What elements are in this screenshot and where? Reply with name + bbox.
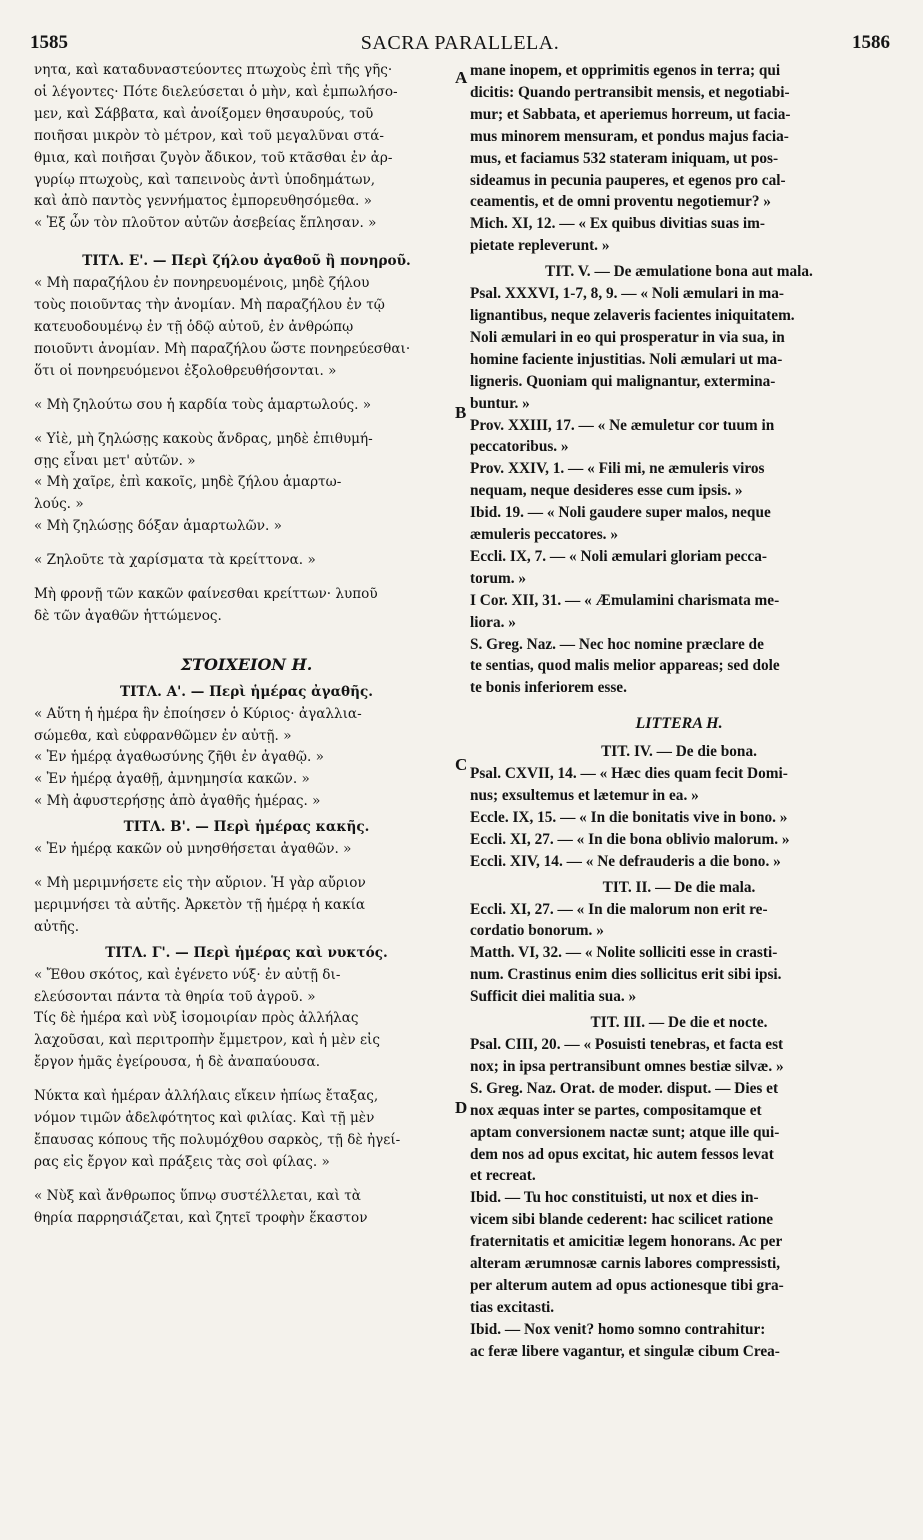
latin-line: Psal. CXVII, 14. — « Hæc dies quam fecit Domi-	[470, 765, 788, 783]
greek-line: μεριμνήσει τὰ αὐτῆς. Ἀρκετὸν τῇ ἡμέρᾳ ἡ κακία	[34, 896, 366, 913]
latin-line: et recreat.	[470, 1167, 536, 1185]
greek-line: θηρία παρρησιάζεται, καὶ ζητεῖ τροφὴν ἕκαστον	[34, 1209, 368, 1226]
greek-line: « Μὴ ζηλώσῃς δόξαν ἁμαρτωλῶν. »	[34, 518, 282, 535]
greek-line: Νύκτα καὶ ἡμέραν ἀλλήλαις εἴκειν ἠπίως ἔταξας,	[34, 1088, 379, 1105]
page-number-left: 1585	[30, 32, 68, 53]
latin-line: Prov. XXIV, 1. — « Fili mi, ne æmuleris viros	[470, 460, 765, 478]
latin-line: S. Greg. Naz. — Nec hoc nomine præclare de	[470, 635, 764, 653]
latin-line: buntur. »	[470, 394, 530, 412]
latin-line: per alterum autem ad opus actionesque tibi gra-	[470, 1276, 784, 1294]
latin-line: peccatoribus. »	[470, 438, 569, 456]
greek-line: ΤΙΤΛ. Β'. — Περὶ ἡμέρας κακῆς.	[123, 819, 370, 836]
running-title: SACRA PARALLELA.	[360, 32, 560, 54]
greek-line: ΣΤΟΙΧΕΙΟΝ Η.	[180, 654, 313, 674]
latin-line: torum. »	[470, 569, 527, 587]
greek-line: καὶ ἀπὸ παντὸς γεννήματος ἐμπορευθησόμεθα. »	[34, 193, 372, 210]
greek-line: ΤΙΤΛ. Α'. — Περὶ ἡμέρας ἀγαθῆς.	[119, 683, 374, 700]
latin-line: dem nos ad opus excitat, hic autem fessos levat	[470, 1145, 774, 1163]
margin-letter-d: D	[455, 1098, 468, 1117]
latin-line: ac feræ libere vagantur, et singulæ cibum Crea-	[470, 1342, 780, 1360]
greek-line: τοὺς ποιοῦντας τὴν ἀνομίαν. Μὴ παραζήλου ἐν τῷ	[34, 297, 385, 314]
greek-line: θμια, καὶ ποιῆσαι ζυγὸν ἄδικον, τοῦ κτᾶσθαι ἐν ἀρ-	[34, 149, 393, 166]
latin-line: Sufficit diei malitia sua. »	[470, 988, 637, 1006]
greek-line: « Ἐν ἡμέρᾳ κακῶν οὐ μνησθήσεται ἀγαθῶν. »	[34, 841, 352, 858]
latin-line: pietate repleverunt. »	[470, 237, 610, 255]
line-gap	[34, 417, 459, 429]
greek-line: ὅτι οἱ πονηρευόμενοι ἐξολοθρευθήσονται. »	[34, 362, 337, 379]
margin-letter-b: B	[455, 403, 467, 422]
latin-line: TIT. V. — De æmulatione bona aut mala.	[545, 263, 813, 281]
latin-line: mus, et faciamus 532 stateram iniquam, ut pos-	[470, 149, 779, 167]
latin-line: Ibid. — Nox venit? homo somno contrahitur:	[470, 1320, 766, 1338]
latin-line: num. Crastinus enim dies sollicitus erit sibi ipsi.	[470, 966, 782, 984]
greek-line: δὲ τῶν ἀγαθῶν ἡττώμενος.	[34, 607, 222, 624]
line-gap	[34, 1074, 459, 1086]
greek-line: ρας εἰς ἔργον καὶ πράξεις τὰς σοὶ φίλας. »	[34, 1153, 330, 1170]
latin-line: Psal. XXXVI, 1-7, 8, 9. — « Noli æmulari in ma-	[470, 285, 785, 303]
latin-line: nus; exsultemus et lætemur in ea. »	[470, 787, 699, 804]
latin-line: te sentias, quod malis melior appareas; sed dole	[470, 657, 780, 675]
latin-line: Eccle. IX, 15. — « In die bonitatis vive in bono. »	[470, 808, 788, 826]
line-gap	[34, 383, 459, 395]
latin-line: LITTERA H.	[635, 715, 723, 733]
latin-line: Eccli. XI, 27. — « In die malorum non erit re-	[470, 900, 768, 918]
latin-line: nox; in ipsa pertransibunt omnes bestiæ silvæ. »	[470, 1057, 784, 1075]
latin-line: TIT. IV. — De die bona.	[601, 743, 757, 761]
greek-line: « Ζηλοῦτε τὰ χαρίσματα τὰ κρείττονα. »	[34, 552, 316, 569]
greek-line: Μὴ φρονῇ τῶν κακῶν φαίνεσθαι κρείττων· λυποῦ	[34, 586, 378, 603]
line-gap	[34, 861, 459, 873]
line-gap	[34, 572, 459, 584]
greek-line: Τίς δὲ ἡμέρα καὶ νὺξ ἰσομοιρίαν πρὸς ἀλλήλας	[34, 1010, 359, 1027]
latin-line: Mich. XI, 12. — « Ex quibus divitias suas im-	[470, 215, 765, 233]
greek-line: ελεύσονται πάντα τὰ θηρία τοῦ ἀγροῦ. »	[34, 988, 316, 1005]
greek-line: σῃς εἶναι μετ' αὐτῶν. »	[34, 452, 196, 469]
greek-line: κατευοδουμένῳ ἐν τῇ ὁδῷ αὐτοῦ, ἐν ἀνθρώπῳ	[34, 318, 354, 335]
greek-line: λούς. »	[34, 496, 84, 513]
greek-line: « Ἔθου σκότος, καὶ ἐγένετο νύξ· ἐν αὐτῇ δι-	[34, 966, 341, 983]
greek-line: « Ἐν ἡμέρᾳ ἀγαθωσύνης ζῆθι ἐν ἀγαθῷ. »	[34, 749, 324, 766]
greek-line: ΤΙΤΛ. Γ'. — Περὶ ἡμέρας καὶ νυκτός.	[105, 944, 388, 961]
latin-line: mane inopem, et opprimitis egenos in terra; qui	[470, 62, 781, 79]
greek-line: νητα, καὶ καταδυναστεύοντες πτωχοὺς ἐπὶ τῆς γῆς·	[34, 62, 393, 78]
greek-line: « Μὴ παραζήλου ἐν πονηρευομένοις, μηδὲ ζήλου	[34, 275, 370, 292]
greek-line: « Μὴ ἀφυστερήσῃς ἀπὸ ἀγαθῆς ἡμέρας. »	[34, 793, 321, 810]
latin-column	[470, 60, 888, 1540]
latin-line: Ibid. 19. — « Noli gaudere super malos, neque	[470, 504, 771, 522]
greek-line: γυρίῳ πτωχοὺς, καὶ ταπεινοὺς ἀντὶ ὑποδημάτων,	[34, 171, 376, 188]
latin-line: Eccli. XIV, 14. — « Ne defrauderis a die bono. »	[470, 852, 781, 870]
greek-line: « Μὴ ζηλούτω σου ἡ καρδία τοὺς ἁμαρτωλούς. »	[34, 396, 372, 413]
latin-line: I Cor. XII, 31. — « Æmulamini charismata me-	[470, 591, 780, 609]
latin-line: ligneris. Quoniam qui malignantur, extermina-	[470, 372, 776, 390]
latin-line: Matth. VI, 32. — « Nolite solliciti esse in crasti-	[470, 944, 778, 962]
line-gap	[34, 235, 459, 247]
greek-line: « Μὴ χαῖρε, ἐπὶ κακοῖς, μηδὲ ζήλου ἁμαρτω-	[34, 474, 342, 491]
greek-line: « Νὺξ καὶ ἄνθρωπος ὕπνῳ συστέλλεται, καὶ τὰ	[34, 1187, 361, 1204]
latin-line: lignantibus, neque zelaveris facientes iniquitatem.	[470, 306, 795, 324]
latin-line: sideamus in pecunia pauperes, et egenos pro cal-	[470, 171, 786, 189]
greek-line: ποιῆσαι μικρὸν τὸ μέτρον, καὶ τοῦ μεγαλῦναι στά-	[34, 127, 384, 144]
latin-line: homine faciente injustitias. Noli æmulari ut ma-	[470, 350, 783, 368]
latin-line: nox æquas inter se partes, compositamque et	[470, 1101, 762, 1119]
latin-line: æmuleris peccatores. »	[470, 526, 618, 544]
greek-line: αὐτῆς.	[34, 918, 80, 935]
margin-letter-a: A	[455, 68, 468, 87]
greek-line: ἔπαυσας κόπους τῆς πολυμόχθου σαρκὸς, τῇ δὲ ἠγεί-	[34, 1131, 401, 1148]
latin-line: liora. »	[470, 613, 516, 631]
line-gap	[34, 538, 459, 550]
latin-line: Prov. XXIII, 17. — « Ne æmuletur cor tuum in	[470, 416, 775, 434]
greek-line: οἱ λέγοντες· Πότε διελεύσεται ὁ μὴν, καὶ ἐμπωλήσο-	[34, 83, 398, 100]
latin-line: dicitis: Quando pertransibit mensis, et negotiabi-	[470, 83, 790, 101]
greek-column	[34, 60, 459, 1540]
greek-line: ἔργον ἡμᾶς ἐγείρουσα, ἡ δὲ ἀναπαύουσα.	[34, 1054, 321, 1071]
latin-line: tias excitasti.	[470, 1298, 555, 1316]
latin-line: Ibid. — Tu hoc constituisti, ut nox et dies in-	[470, 1189, 759, 1207]
greek-line: σώμεθα, καὶ εὐφρανθῶμεν ἐν αὐτῇ. »	[34, 727, 292, 744]
latin-line: aptam conversionem nactæ sunt; atque ille qui-	[470, 1123, 780, 1141]
greek-line: « Υἱὲ, μὴ ζηλώσῃς κακοὺς ἄνδρας, μηδὲ ἐπιθυμή-	[34, 430, 373, 447]
latin-line: Noli æmulari in eo qui prosperatur in via sua, in	[470, 328, 785, 346]
page-header	[30, 26, 890, 58]
latin-line: mus minorem mensuram, et pondus majus facia-	[470, 127, 789, 145]
latin-line: nequam, neque desideres esse cum ipsis. »	[470, 482, 743, 500]
latin-line: mur; et Sabbata, et aperiemus horreum, ut facia-	[470, 105, 791, 123]
line-gap	[34, 1174, 459, 1186]
latin-line: S. Greg. Naz. Orat. de moder. disput. — Dies et	[470, 1079, 779, 1097]
greek-line: ποιοῦντι ἀνομίαν. Μὴ παραζήλου ὥστε πονηρεύεσθαι·	[34, 340, 411, 357]
page-number-right: 1586	[852, 32, 890, 53]
latin-line: TIT. II. — De die mala.	[602, 878, 756, 896]
greek-line: « Αὕτη ἡ ἡμέρα ἣν ἐποίησεν ὁ Κύριος· ἀγαλλια-	[34, 705, 362, 722]
latin-line: TIT. III. — De die et nocte.	[590, 1014, 768, 1032]
greek-line: « Μὴ μεριμνήσετε εἰς τὴν αὔριον. Ἡ γὰρ αὔριον	[34, 875, 366, 891]
greek-line: νόμον τιμῶν ἀδελφότητος καὶ φιλίας. Καὶ τῇ μὲν	[34, 1110, 375, 1127]
line-gap	[34, 628, 459, 640]
latin-line: fraternitatis et amicitiæ legem honorans. Ac per	[470, 1233, 783, 1251]
latin-line: ceamentis, et de omni proventu negotiemur? »	[470, 193, 771, 211]
latin-line: alteram ærumnosæ carnis labores compressisti,	[470, 1255, 781, 1273]
latin-line: cordatio bonorum. »	[470, 922, 604, 940]
margin-letter-c: C	[455, 755, 468, 774]
latin-line: vicem sibi blande cederent: hac scilicet ratione	[470, 1211, 774, 1229]
latin-line: Psal. CIII, 20. — « Posuisti tenebras, et facta est	[470, 1035, 784, 1053]
latin-line: Eccli. IX, 7. — « Noli æmulari gloriam pecca-	[470, 547, 767, 565]
greek-line: λαχοῦσαι, καὶ περιτροπὴν ἔμμετρον, καὶ ἡ μὲν εἰς	[34, 1032, 380, 1049]
latin-line: Eccli. XI, 27. — « In die bona oblivio malorum. »	[470, 830, 790, 848]
greek-line: ΤΙΤΛ. Ε'. — Περὶ ζήλου ἀγαθοῦ ἢ πονηροῦ.	[82, 253, 411, 270]
greek-line: μεν, καὶ Σάββατα, καὶ ἀνοίξομεν θησαυρούς, τοῦ	[34, 105, 374, 122]
greek-line: « Ἐν ἡμέρᾳ ἀγαθῇ, ἀμνημησία κακῶν. »	[34, 771, 310, 788]
latin-line: te bonis inferiorem esse.	[470, 679, 627, 697]
greek-line: « Ἐξ ὧν τὸν πλοῦτον αὐτῶν ἀσεβείας ἔπλησαν. »	[34, 215, 377, 232]
